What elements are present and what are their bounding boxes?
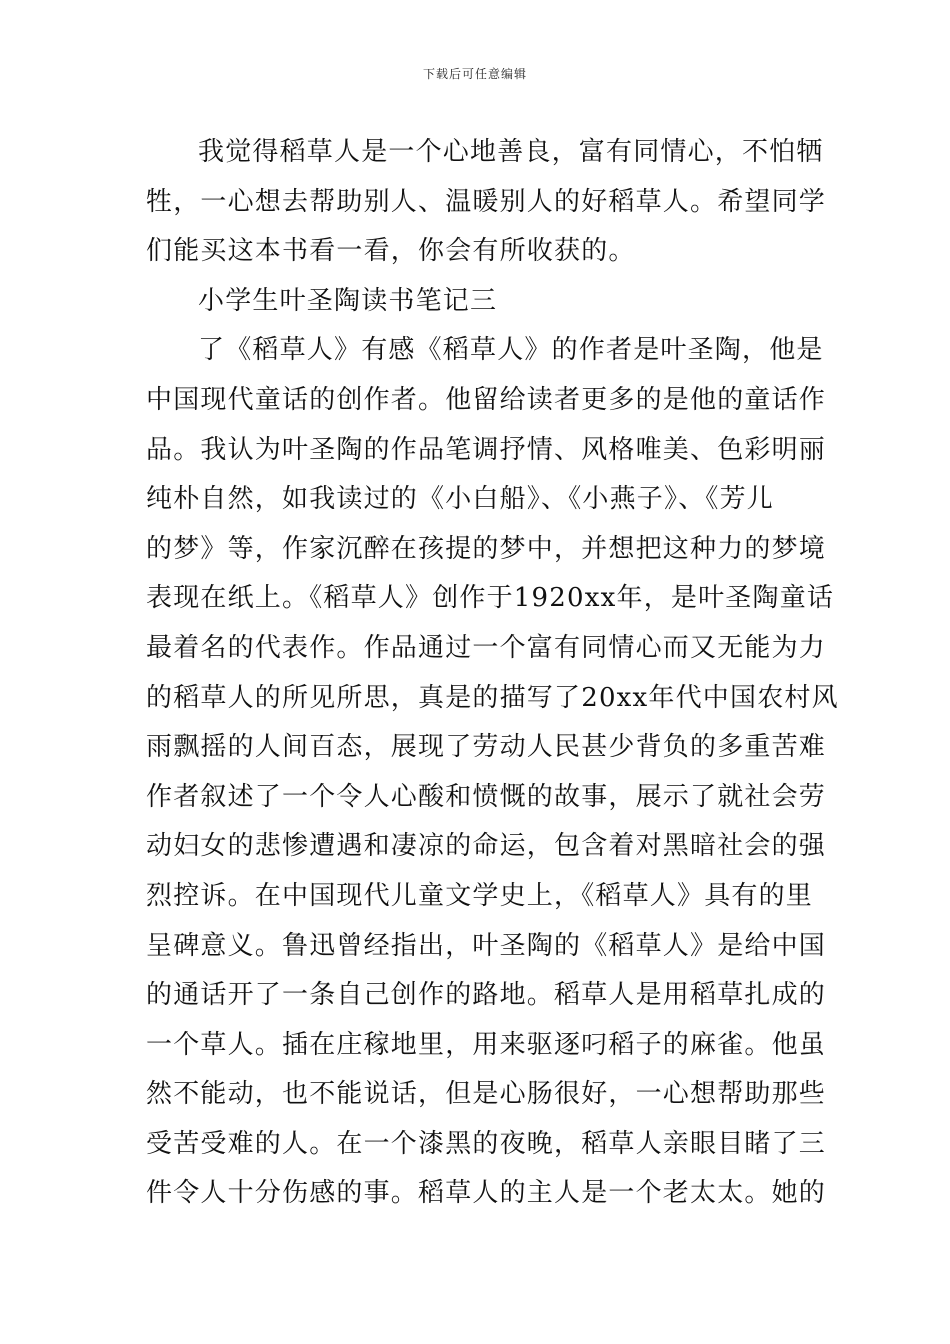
text-line: 然不能动，也不能说话，但是心肠很好，一心想帮助那些 xyxy=(146,1079,827,1110)
text-line: 表现在纸上。《稻草人》创作于1920xx年，是叶圣陶童话 xyxy=(146,583,835,614)
text-line: 纯朴自然，如我读过的《小白船》、《小燕子》、《芳儿 xyxy=(146,484,775,515)
text-line: 牲，一心想去帮助别人、温暖别人的好稻草人。希望同学 xyxy=(146,186,827,217)
text-line: 作者叙述了一个令人心酸和愤慨的故事，展示了就社会劳 xyxy=(146,781,827,812)
text-line: 的稻草人的所见所思，真是的描写了20xx年代中国农村风 xyxy=(146,682,839,713)
text-line: 们能买这本书看一看，你会有所收获的。 xyxy=(146,236,636,267)
text-line: 的通话开了一条自己创作的路地。稻草人是用稻草扎成的 xyxy=(146,980,827,1011)
text-line: 的梦》等，作家沉醉在孩提的梦中，并想把这种力的梦境 xyxy=(146,533,827,564)
text-line: 最着名的代表作。作品通过一个富有同情心而又无能为力 xyxy=(146,632,827,663)
document-body xyxy=(146,128,839,1219)
text-line: 烈控诉。在中国现代儿童文学史上，《稻草人》具有的里 xyxy=(146,880,814,911)
text-line: 品。我认为叶圣陶的作品笔调抒情、风格唯美、色彩明丽 xyxy=(146,434,827,465)
text-line: 呈碑意义。鲁迅曾经指出，叶圣陶的《稻草人》是给中国 xyxy=(146,930,827,961)
text-line: 件令人十分伤感的事。稻草人的主人是一个老太太。她的 xyxy=(146,1178,827,1209)
text-line: 动妇女的悲惨遭遇和凄凉的命运，包含着对黑暗社会的强 xyxy=(146,831,827,862)
text-line: 我觉得稻草人是一个心地善良，富有同情心，不怕牺 xyxy=(198,137,824,167)
text-line: 了《稻草人》有感《稻草人》的作者是叶圣陶，他是 xyxy=(198,335,824,366)
text-line: 一个草人。插在庄稼地里，用来驱逐叼稻子的麻雀。他虽 xyxy=(146,1029,827,1060)
text-line: 雨飘摇的人间百态，展现了劳动人民甚少背负的多重苦难 xyxy=(146,732,827,763)
text-line: 受苦受难的人。在一个漆黑的夜晚，稻草人亲眼目睹了三 xyxy=(146,1128,827,1159)
page-header: 下载后可任意编辑 xyxy=(422,67,527,81)
text-line: 中国现代童话的创作者。他留给读者更多的是他的童话作 xyxy=(146,384,827,415)
section-heading: 小学生叶圣陶读书笔记三 xyxy=(198,285,498,316)
